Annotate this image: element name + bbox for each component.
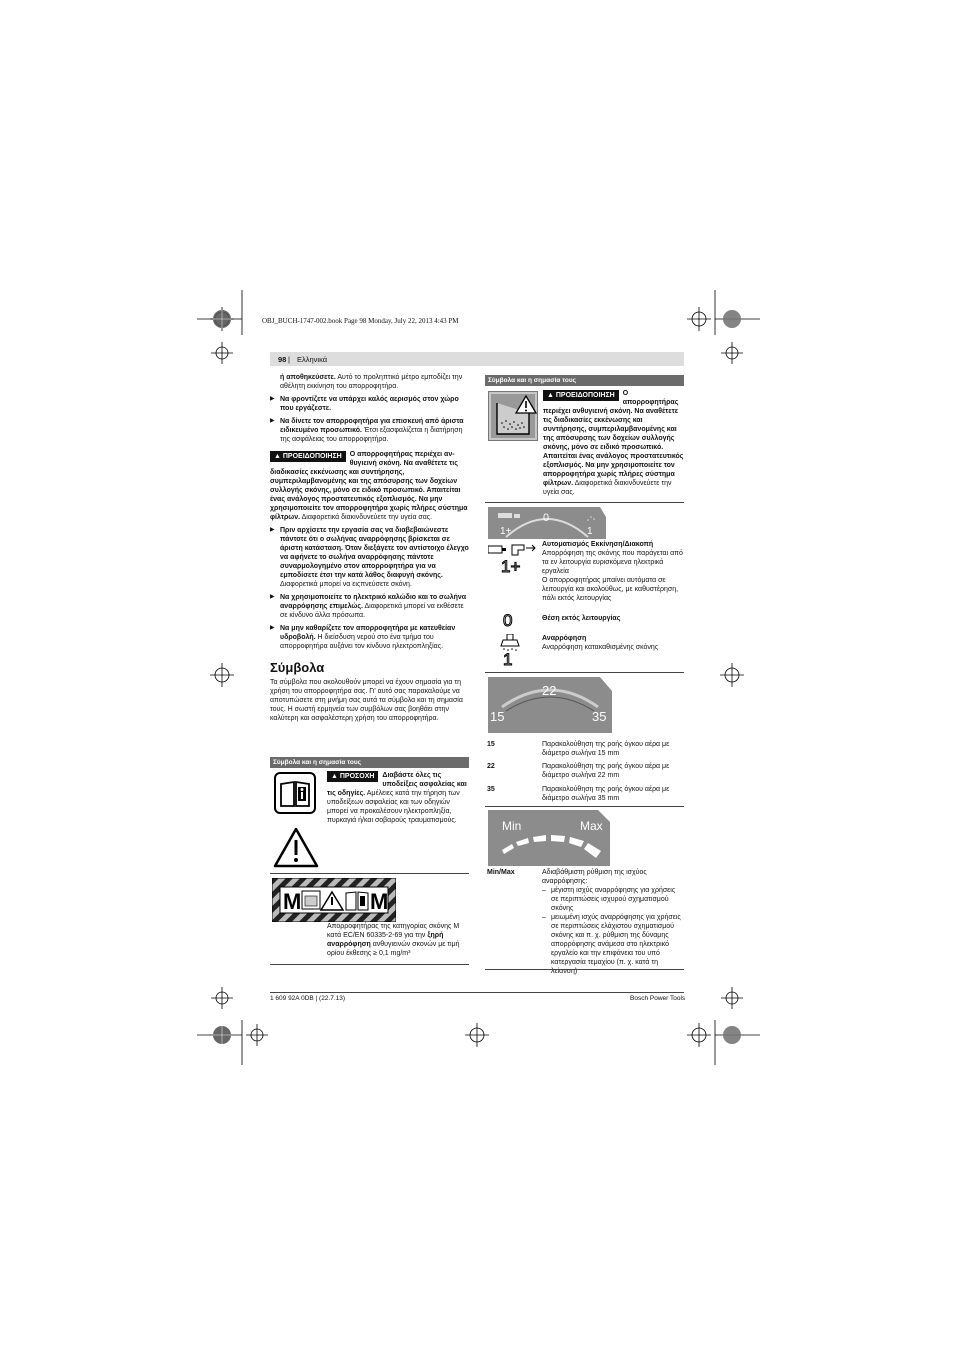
caution-text-block: ▲ ΠΡΟΣΟΧΗ Διαβάστε όλες τις υποδείξεις ασφαλείας και τις οδηγίες. Αμέλειες κατά την τήρηση των υποδείξεων ασφαλείας και των οδηγιών μπορεί να προκαλέσουν ηλεκτροπληξία, πυρκαγιά ή/και σοβαρούς τραυματισμούς. — [327, 772, 467, 824]
right-warning-label: ▲ ΠΡΟΕΙΔΟΠΟΙΗΣΗ — [543, 390, 619, 401]
dust-container-icon — [488, 391, 538, 441]
right-divider-1 — [485, 502, 684, 503]
mode-dial-graphic — [488, 507, 606, 539]
hose-diameter-dial-graphic — [488, 677, 612, 733]
footer-left: 1 609 92A 0DB | (22.7.13) — [270, 995, 346, 1002]
page-header-bar — [270, 352, 684, 366]
right-warning-triangle-icon: ▲ — [547, 392, 556, 399]
m-letter-right: M — [370, 889, 389, 914]
dial2-right-label: 35 — [592, 709, 607, 724]
page-language: Ελληνικά — [297, 355, 328, 364]
left-symbol-table — [270, 757, 469, 768]
left-table-divider-2 — [270, 964, 469, 965]
m-class-text: Απορροφητήρας της κατηγορίας σκόνης M κατά EC/EN 60335-2-69 για την ξηρή αναρρόφηση ανθυγιεινών σκονών με τιμή ορίου έκθεσης ≥ 0,1 mg/m³ — [327, 923, 460, 957]
bullet-cable-care: ▶ Να χρησιμοποιείτε το ηλεκτρικό καλώδιο και το σωλήνα αναρρόφησης επιμελώς. Διαφορετικά μπορεί να εκθέσετε σε κίνδυνο άλλα πρόσωπα. — [270, 593, 469, 620]
page-number: 98 — [278, 355, 287, 364]
m-letter-left: M — [283, 889, 302, 914]
section-title: Σύμβολα — [270, 660, 325, 675]
suction-mode-text: Αναρρόφηση Αναρρόφηση κατακαθισμένης σκόνης — [542, 635, 659, 651]
warning-triangle-icon: ▲ — [274, 453, 283, 460]
dial1-left-label: 1+ — [500, 526, 512, 537]
footer-rule — [270, 992, 684, 993]
footer-right: Bosch Power Tools — [630, 995, 686, 1002]
power-tool-auto-icon — [488, 543, 536, 557]
dust-class-m-icon — [272, 878, 396, 922]
bullet-repair: ▶ Να δίνετε τον απορροφητήρα για επισκευή από άριστα ειδικευμένο προσωπικό. Έτσι εξασφαλίζεται η διατήρηση της ασφάλειας του απορροφητήρα. — [270, 417, 469, 444]
bullet-hose-check: ▶ Πριν αρχίσετε την εργασία σας να διαβεβαιώνεστε πάντοτε ότι ο σωλήνας αναρρόφησης βρίσκεται σε άριστη κατάσταση. Όταν διεξάγετε τον αντίστοιχο έλεγχο να αφήνετε το σωλήνα αναρρόφησης πάντοτε συναρμολογημένο στον απορροφητήρα για να εμποδίσετε έτσι την κατά λάθος διαφυγή σκόνης. Διαφορετικά μπορεί να ειςπνεύσετε σκόνη. — [270, 526, 469, 589]
intro-paragraph: ή αποθηκεύσετε. Αυτό το προληπτικό μέτρο εμποδίζει την αθέλητη εκκίνηση του απορροφητήρα. — [280, 374, 463, 390]
dial1-middle-label: 0 — [543, 512, 550, 524]
dial1-right-label: 1 — [587, 526, 593, 537]
dial2-left-label: 15 — [490, 709, 505, 724]
auto-mode-symbol: 1+ — [501, 557, 521, 576]
dial3-max-label: Max — [580, 819, 603, 833]
section-intro: Τα σύμβολα που ακολουθούν μπορεί να έχουν σημασία για τη χρήση του απορροφητήρα σας. Γι' αυτό σας παρακαλούμε να αποτυπώσετε στη μνήμη σας αυτά τα σύμβολα και τη σημασία τους. Η σωστή ερμηνεία των συμβόλων σας βοηθάει στην καλύτερη και ασφαλέστερη χρήση του απορροφητήρα. — [270, 679, 463, 722]
read-manual-icon — [274, 772, 316, 814]
caution-small-icon: ▲ — [331, 773, 340, 780]
warning-block: ▲ ΠΡΟΕΙΔΟΠΟΙΗΣΗ Ο απορροφητήρας περιέχει αν- θυγιεινή σκόνη. Να αναθέτετε τις διαδικασίες εκκένωσης και συντήρησης, συμπεριλαμβανομένης και της απόσυρσης των δοχείων συλλογής σκόνης, μόνο σε ειδικό προσωπικό. Απαιτείται ένας ανάλογος προστατευτικός εξοπλισμός. Να μην χρησιμοποιείτε τον απορροφητήρα χωρίς πλήρες σύστημα φίλτρων. Διαφορετικά διακινδυνεύετε την υγεία σας. — [270, 451, 468, 521]
right-divider-2 — [485, 672, 684, 673]
right-divider-4 — [485, 969, 684, 970]
print-header: OBJ_BUCH-1747-002.book Page 98 Monday, July 22, 2013 4:43 PM — [262, 317, 459, 325]
right-symbol-table — [485, 375, 684, 386]
left-table-header: Σύμβολα και η σημασία τους — [270, 757, 469, 768]
caution-triangle-icon — [273, 826, 319, 868]
right-table-header: Σύμβολα και η σημασία τους — [485, 375, 684, 386]
warning-label: ▲ ΠΡΟΕΙΔΟΠΟΙΗΣΗ — [270, 451, 346, 462]
right-warning-block: ▲ ΠΡΟΕΙΔΟΠΟΙΗΣΗ Ο απορροφητήρας περιέχει ανθυγιεινή σκόνη. Να αναθέτετε τις διαδικασίες εκκένωσης και συντήρησης, συμπεριλαμβανομένης και της απόσυρσης των δοχείων συλλογής σκόνης, μόνο σε ειδικό προσωπικό. Απαιτείται ένας ανάλογος προστατευτικός εξοπλισμός. Να μην χρησιμοποιείτε τον απορροφητήρα χωρίς πλήρες σύστημα φίλτρων. Διαφορετικά διακινδυνεύετε την υγεία σας. — [543, 390, 684, 496]
left-column — [270, 373, 469, 727]
off-mode-text: Θέση εκτός λειτουργίας — [542, 615, 621, 622]
auto-mode-text: Αυτοματισμός Εκκίνηση/Διακοπή Απορρόφηση της σκόνης που παράγεται από τα εν λειτουργία ευρισκόμενα ηλεκτρικά εργαλεία Ο απορροφητήρας μπαίνει αυτόματα σε λειτουργία και ακολούθως, με καθυστέρηση, πάλι εκτός λειτουργίας — [542, 541, 683, 602]
hose-row-35: 35 Παρακολούθηση της ροής όγκου αέρα με διάμετρο σωλήνα 35 mm — [487, 786, 670, 802]
caution-label: ▲ ΠΡΟΣΟΧΗ — [327, 771, 378, 782]
dial3-min-label: Min — [502, 819, 522, 833]
right-divider-3 — [485, 806, 684, 807]
bullet-no-water: ▶ Να μην καθαρίζετε τον απορροφητήρα με κατευθείαν υδροβολή. Η διείσδυση νερού στο ένα τμήμα του απορροφητήρα αυξάνει τον κίνδυνο ηλεκτροπληξίας. — [270, 624, 469, 651]
suction-mode-symbol: 1 — [503, 650, 513, 669]
hose-row-22: 22 Παρακολούθηση της ροής όγκου αέρα με διάμετρο σωλήνα 22 mm — [487, 763, 670, 779]
hose-row-15: 15 Παρακολούθηση της ροής όγκου αέρα με διάμετρο σωλήνα 15 mm — [487, 741, 670, 757]
page-separator: | — [288, 355, 290, 364]
minmax-row: Min/Max Αδιαβάθμιστη ρύθμιση της ισχύος αναρρόφησης: – μέγιστη ισχύς αναρρόφησης για χρήσεις σε περιπτώσεις ισχυρού σχηματισμού σκόνης – μειωμένη ισχύς αναρρόφησης για χρήσεις σε περιπτώσεις ελάχιστου σχηματισμού σκόνης και π. χ. ρύθμιση της δύναμης απορρόφησης ανάμεσα στο ηλεκτρικό εργαλείο και την επιφάνεια του υπό κατεργασία τεμαχίου (π. χ. κατά τη λείανση) — [487, 868, 684, 976]
suction-power-dial-graphic — [488, 810, 610, 866]
left-table-divider-1 — [270, 873, 469, 874]
bullet-ventilation: ▶ Να φροντίζετε να υπάρχει καλός αερισμός στον χώρο που εργάζεστε. — [270, 395, 469, 413]
dial2-middle-label: 22 — [542, 683, 557, 698]
off-mode-symbol: 0 — [503, 611, 513, 630]
